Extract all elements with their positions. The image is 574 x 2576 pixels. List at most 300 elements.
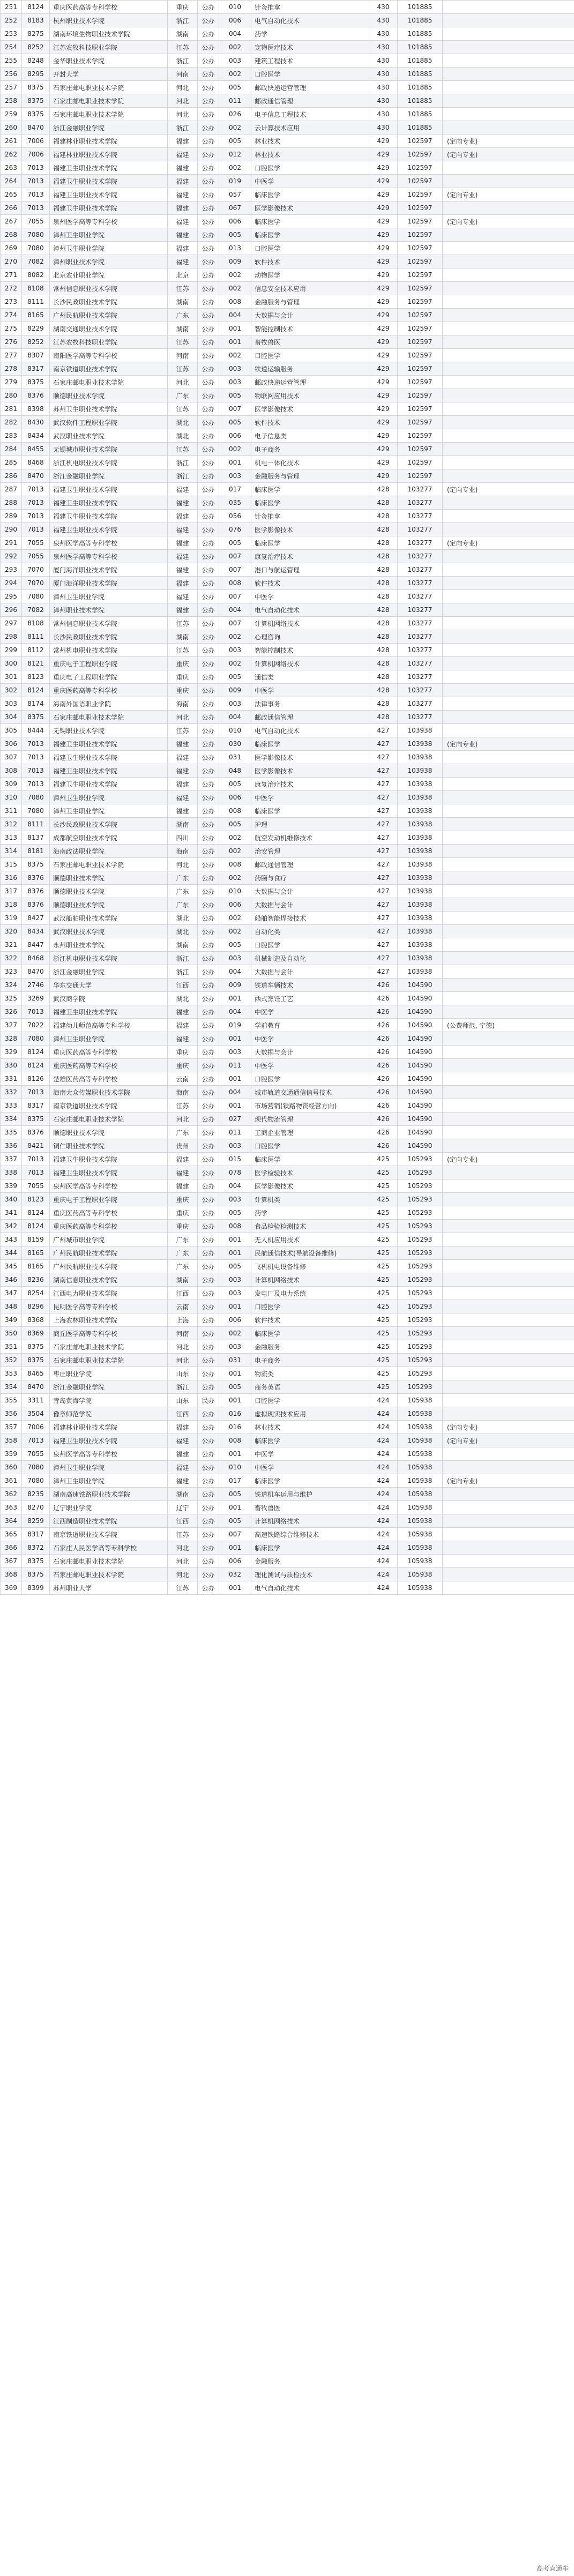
min-score: 426	[369, 1112, 398, 1126]
min-score: 424	[369, 1501, 398, 1514]
school-name: 福建林业职业技术学院	[50, 135, 168, 148]
school-code: 8470	[22, 469, 50, 483]
row-index: 364	[1, 1514, 22, 1528]
school-type: 公办	[198, 496, 219, 510]
note: (定向专业)	[443, 1421, 574, 1434]
school-name: 福建林业职业技术学院	[50, 1421, 168, 1434]
school-name: 福建卫生职业技术学院	[50, 1434, 168, 1447]
major-name: 临床医学	[251, 1327, 369, 1340]
min-score: 430	[369, 108, 398, 121]
min-score: 425	[369, 1246, 398, 1260]
major-name: 针灸推拿	[251, 510, 369, 523]
province: 江苏	[168, 443, 198, 456]
province: 江苏	[168, 644, 198, 657]
school-code: 8123	[22, 1193, 50, 1206]
table-row	[1, 1287, 574, 1300]
major-name: 口腔医学	[251, 1394, 369, 1407]
province: 江苏	[168, 1581, 198, 1595]
row-index: 270	[1, 255, 22, 268]
min-score: 429	[369, 456, 398, 469]
school-name: 福建卫生职业技术学院	[50, 523, 168, 536]
school-type: 公办	[198, 1407, 219, 1421]
school-name: 石家庄邮电职业技术学院	[50, 1112, 168, 1126]
min-score: 426	[369, 992, 398, 1005]
school-name: 福建卫生职业技术学院	[50, 188, 168, 201]
note	[443, 617, 574, 630]
min-rank: 101885	[398, 14, 443, 27]
major-name: 口腔医学	[251, 161, 369, 175]
min-rank: 105938	[398, 1421, 443, 1434]
major-name: 中医学	[251, 590, 369, 603]
min-score: 428	[369, 711, 398, 724]
school-code: 7013	[22, 1166, 50, 1179]
row-index: 273	[1, 295, 22, 309]
province: 福建	[168, 590, 198, 603]
major-name: 治安管理	[251, 845, 369, 858]
school-code: 8124	[22, 1059, 50, 1072]
school-code: 7006	[22, 1421, 50, 1434]
school-type: 公办	[198, 1260, 219, 1273]
province: 福建	[168, 510, 198, 523]
major-name: 软件技术	[251, 1313, 369, 1327]
major-name: 西式烹饪工艺	[251, 992, 369, 1005]
province: 湖南	[168, 938, 198, 952]
major-name: 物联网应用技术	[251, 389, 369, 402]
major-name: 口腔医学	[251, 1300, 369, 1313]
province: 福建	[168, 188, 198, 201]
min-rank: 103277	[398, 550, 443, 563]
min-score: 430	[369, 94, 398, 108]
note	[443, 630, 574, 644]
province: 江西	[168, 1287, 198, 1300]
note	[443, 751, 574, 764]
school-name: 顺德职业技术学院	[50, 871, 168, 885]
school-code: 8375	[22, 1340, 50, 1354]
table-row	[1, 1260, 574, 1273]
program-code: 002	[219, 657, 251, 670]
min-rank: 103938	[398, 831, 443, 845]
note	[443, 1313, 574, 1327]
major-name: 信息安全技术应用	[251, 282, 369, 295]
min-score: 429	[369, 309, 398, 322]
row-index: 322	[1, 952, 22, 965]
major-name: 现代物流管理	[251, 1112, 369, 1126]
note	[443, 268, 574, 282]
row-index: 305	[1, 724, 22, 737]
table-row	[1, 41, 574, 54]
school-type: 公办	[198, 912, 219, 925]
program-code: 003	[219, 54, 251, 68]
school-type: 公办	[198, 81, 219, 94]
school-name: 漳州卫生职业学院	[50, 1474, 168, 1488]
note: (定向专业)	[443, 1434, 574, 1447]
min-rank: 103938	[398, 938, 443, 952]
program-code: 001	[219, 456, 251, 469]
min-score: 425	[369, 1340, 398, 1354]
min-rank: 105293	[398, 1220, 443, 1233]
note: (定向专业)	[443, 536, 574, 550]
major-name: 机电一体化技术	[251, 456, 369, 469]
province: 福建	[168, 255, 198, 268]
school-code: 7080	[22, 242, 50, 255]
school-name: 石家庄邮电职业技术学院	[50, 108, 168, 121]
note	[443, 1581, 574, 1595]
school-name: 无锡职业技术学院	[50, 724, 168, 737]
table-row	[1, 1461, 574, 1474]
min-rank: 103277	[398, 684, 443, 697]
min-score: 429	[369, 148, 398, 161]
min-rank: 104590	[398, 992, 443, 1005]
note	[443, 255, 574, 268]
school-name: 厦门海洋职业技术学院	[50, 577, 168, 590]
row-index: 353	[1, 1367, 22, 1380]
program-code: 019	[219, 175, 251, 188]
min-score: 427	[369, 965, 398, 979]
row-index: 262	[1, 148, 22, 161]
school-type: 公办	[198, 858, 219, 871]
province: 江苏	[168, 724, 198, 737]
school-type: 公办	[198, 201, 219, 215]
note	[443, 1139, 574, 1153]
school-name: 福建卫生职业技术学院	[50, 1153, 168, 1166]
school-code: 8375	[22, 81, 50, 94]
school-name: 无锡城市职业技术学院	[50, 443, 168, 456]
min-score: 427	[369, 724, 398, 737]
row-index: 276	[1, 335, 22, 349]
row-index: 320	[1, 925, 22, 938]
school-code: 8465	[22, 1367, 50, 1380]
major-name: 发电厂及电力系统	[251, 1287, 369, 1300]
school-code: 8126	[22, 1072, 50, 1086]
program-code: 019	[219, 1019, 251, 1032]
province: 湖南	[168, 27, 198, 41]
school-type: 公办	[198, 228, 219, 242]
note	[443, 1233, 574, 1246]
school-name: 楚雄医药高等专科学校	[50, 1072, 168, 1086]
row-index: 362	[1, 1488, 22, 1501]
school-type: 公办	[198, 510, 219, 523]
min-rank: 102597	[398, 309, 443, 322]
min-rank: 102597	[398, 389, 443, 402]
program-code: 002	[219, 871, 251, 885]
note	[443, 764, 574, 778]
program-code: 056	[219, 510, 251, 523]
note	[443, 1501, 574, 1514]
min-rank: 103938	[398, 751, 443, 764]
table-row	[1, 376, 574, 389]
school-type: 公办	[198, 41, 219, 54]
major-name: 林业技术	[251, 135, 369, 148]
table-row	[1, 818, 574, 831]
school-type: 公办	[198, 1421, 219, 1434]
school-name: 福建卫生职业技术学院	[50, 1005, 168, 1019]
program-code: 010	[219, 885, 251, 898]
row-index: 365	[1, 1528, 22, 1541]
min-score: 427	[369, 751, 398, 764]
major-name: 大数据与会计	[251, 1046, 369, 1059]
min-rank: 103938	[398, 804, 443, 818]
school-code: 8430	[22, 416, 50, 429]
school-name: 湖南高速铁路职业技术学院	[50, 1488, 168, 1501]
note	[443, 1260, 574, 1273]
min-score: 428	[369, 657, 398, 670]
row-index: 263	[1, 161, 22, 175]
school-type: 公办	[198, 1340, 219, 1354]
min-score: 427	[369, 791, 398, 804]
program-code: 001	[219, 1300, 251, 1313]
school-type: 公办	[198, 94, 219, 108]
school-type: 公办	[198, 54, 219, 68]
major-name: 中医学	[251, 791, 369, 804]
province: 浙江	[168, 469, 198, 483]
table-row	[1, 1354, 574, 1367]
row-index: 275	[1, 322, 22, 335]
school-type: 公办	[198, 590, 219, 603]
major-name: 机械制造及自动化	[251, 952, 369, 965]
table-row	[1, 965, 574, 979]
min-rank: 102597	[398, 148, 443, 161]
school-type: 公办	[198, 68, 219, 81]
province: 湖北	[168, 416, 198, 429]
min-score: 424	[369, 1555, 398, 1568]
min-score: 429	[369, 255, 398, 268]
school-name: 漳州卫生职业学院	[50, 791, 168, 804]
row-index: 329	[1, 1046, 22, 1059]
note	[443, 778, 574, 791]
note	[443, 389, 574, 402]
school-code: 8375	[22, 1555, 50, 1568]
school-name: 广州民航职业技术学院	[50, 1246, 168, 1260]
school-type: 公办	[198, 1112, 219, 1126]
major-name: 无人机应用技术	[251, 1233, 369, 1246]
major-name: 临床医学	[251, 737, 369, 751]
row-index: 294	[1, 577, 22, 590]
school-name: 南京铁道职业技术学院	[50, 1528, 168, 1541]
note	[443, 1340, 574, 1354]
program-code: 015	[219, 1153, 251, 1166]
note	[443, 684, 574, 697]
min-rank: 104590	[398, 979, 443, 992]
school-code: 8124	[22, 1220, 50, 1233]
min-rank: 105938	[398, 1474, 443, 1488]
min-score: 424	[369, 1568, 398, 1581]
min-score: 426	[369, 1032, 398, 1046]
school-type: 公办	[198, 804, 219, 818]
table-row	[1, 389, 574, 402]
row-index: 351	[1, 1340, 22, 1354]
major-name: 中医学	[251, 1461, 369, 1474]
note	[443, 1541, 574, 1555]
school-type: 公办	[198, 1220, 219, 1233]
school-code: 8455	[22, 443, 50, 456]
program-code: 006	[219, 429, 251, 443]
min-score: 428	[369, 697, 398, 711]
school-name: 福建卫生职业技术学院	[50, 510, 168, 523]
min-rank: 103277	[398, 483, 443, 496]
program-code: 010	[219, 1, 251, 14]
school-type: 公办	[198, 161, 219, 175]
program-code: 001	[219, 1072, 251, 1086]
table-row	[1, 804, 574, 818]
school-type: 公办	[198, 215, 219, 228]
note	[443, 510, 574, 523]
min-rank: 104590	[398, 1059, 443, 1072]
min-rank: 105293	[398, 1246, 443, 1260]
min-rank: 103938	[398, 737, 443, 751]
major-name: 大数据与会计	[251, 965, 369, 979]
table-row	[1, 416, 574, 429]
min-rank: 105293	[398, 1273, 443, 1287]
school-name: 华东交通大学	[50, 979, 168, 992]
min-score: 429	[369, 228, 398, 242]
min-score: 427	[369, 845, 398, 858]
school-name: 开封大学	[50, 68, 168, 81]
school-type: 公办	[198, 992, 219, 1005]
school-code: 7013	[22, 778, 50, 791]
school-code: 8369	[22, 1327, 50, 1340]
note	[443, 27, 574, 41]
min-score: 428	[369, 644, 398, 657]
table-row	[1, 764, 574, 778]
note	[443, 1, 574, 14]
school-type: 公办	[198, 1447, 219, 1461]
major-name: 船舶智能焊接技术	[251, 912, 369, 925]
row-index: 280	[1, 389, 22, 402]
province: 辽宁	[168, 1501, 198, 1514]
program-code: 010	[219, 724, 251, 737]
min-rank: 103277	[398, 510, 443, 523]
program-code: 002	[219, 121, 251, 135]
min-rank: 101885	[398, 94, 443, 108]
min-score: 429	[369, 215, 398, 228]
program-code: 017	[219, 483, 251, 496]
table-row	[1, 1139, 574, 1153]
table-row	[1, 108, 574, 121]
school-code: 7013	[22, 201, 50, 215]
row-index: 325	[1, 992, 22, 1005]
note	[443, 1166, 574, 1179]
school-type: 公办	[198, 965, 219, 979]
program-code: 032	[219, 1568, 251, 1581]
school-code: 8376	[22, 871, 50, 885]
row-index: 328	[1, 1032, 22, 1046]
program-code: 005	[219, 1206, 251, 1220]
note	[443, 831, 574, 845]
school-type: 公办	[198, 724, 219, 737]
row-index: 335	[1, 1126, 22, 1139]
min-rank: 102597	[398, 376, 443, 389]
school-code: 7013	[22, 161, 50, 175]
table-row	[1, 1340, 574, 1354]
school-code: 8295	[22, 68, 50, 81]
min-score: 424	[369, 1488, 398, 1501]
school-type: 公办	[198, 1246, 219, 1260]
min-rank: 102597	[398, 469, 443, 483]
program-code: 003	[219, 952, 251, 965]
school-name: 重庆电子工程职业学院	[50, 670, 168, 684]
school-type: 公办	[198, 711, 219, 724]
note	[443, 1220, 574, 1233]
province: 福建	[168, 135, 198, 148]
major-name: 临床医学	[251, 1153, 369, 1166]
min-score: 427	[369, 885, 398, 898]
school-code: 7013	[22, 175, 50, 188]
table-row	[1, 54, 574, 68]
province: 福建	[168, 778, 198, 791]
major-name: 中医学	[251, 1447, 369, 1461]
table-row	[1, 1407, 574, 1421]
school-code: 3269	[22, 992, 50, 1005]
school-type: 公办	[198, 871, 219, 885]
program-code: 078	[219, 1166, 251, 1179]
min-score: 430	[369, 121, 398, 135]
min-score: 428	[369, 496, 398, 510]
major-name: 医学影像技术	[251, 764, 369, 778]
program-code: 007	[219, 590, 251, 603]
province: 贵州	[168, 1139, 198, 1153]
major-name: 大数据与会计	[251, 309, 369, 322]
school-name: 顺德职业技术学院	[50, 1126, 168, 1139]
table-row	[1, 1179, 574, 1193]
min-score: 427	[369, 912, 398, 925]
school-type: 公办	[198, 335, 219, 349]
school-type: 公办	[198, 1488, 219, 1501]
table-row	[1, 1434, 574, 1447]
min-score: 429	[369, 201, 398, 215]
min-rank: 102597	[398, 429, 443, 443]
row-index: 278	[1, 362, 22, 376]
major-name: 物流类	[251, 1367, 369, 1380]
min-rank: 102597	[398, 135, 443, 148]
note	[443, 402, 574, 416]
min-rank: 103277	[398, 590, 443, 603]
min-score: 424	[369, 1514, 398, 1528]
school-name: 石家庄邮电职业技术学院	[50, 711, 168, 724]
row-index: 314	[1, 845, 22, 858]
major-name: 临床医学	[251, 1474, 369, 1488]
min-score: 424	[369, 1447, 398, 1461]
table-row	[1, 268, 574, 282]
min-rank: 103938	[398, 818, 443, 831]
min-rank: 102597	[398, 188, 443, 201]
note	[443, 362, 574, 376]
province: 福建	[168, 536, 198, 550]
major-name: 软件技术	[251, 577, 369, 590]
major-name: 计算机网络技术	[251, 1514, 369, 1528]
school-name: 重庆医药高等专科学校	[50, 1206, 168, 1220]
school-code: 8307	[22, 349, 50, 362]
school-code: 8372	[22, 1541, 50, 1555]
row-index: 286	[1, 469, 22, 483]
school-code: 8275	[22, 27, 50, 41]
province: 湖南	[168, 630, 198, 644]
note	[443, 1327, 574, 1340]
min-rank: 102597	[398, 456, 443, 469]
min-rank: 102597	[398, 175, 443, 188]
school-type: 公办	[198, 469, 219, 483]
school-type: 公办	[198, 1568, 219, 1581]
school-type: 公办	[198, 1099, 219, 1112]
table-row	[1, 684, 574, 697]
row-index: 309	[1, 778, 22, 791]
program-code: 005	[219, 389, 251, 402]
province: 福建	[168, 1166, 198, 1179]
major-name: 医学影像技术	[251, 751, 369, 764]
province: 湖南	[168, 1273, 198, 1287]
province: 福建	[168, 175, 198, 188]
school-code: 7013	[22, 510, 50, 523]
province: 重庆	[168, 1046, 198, 1059]
